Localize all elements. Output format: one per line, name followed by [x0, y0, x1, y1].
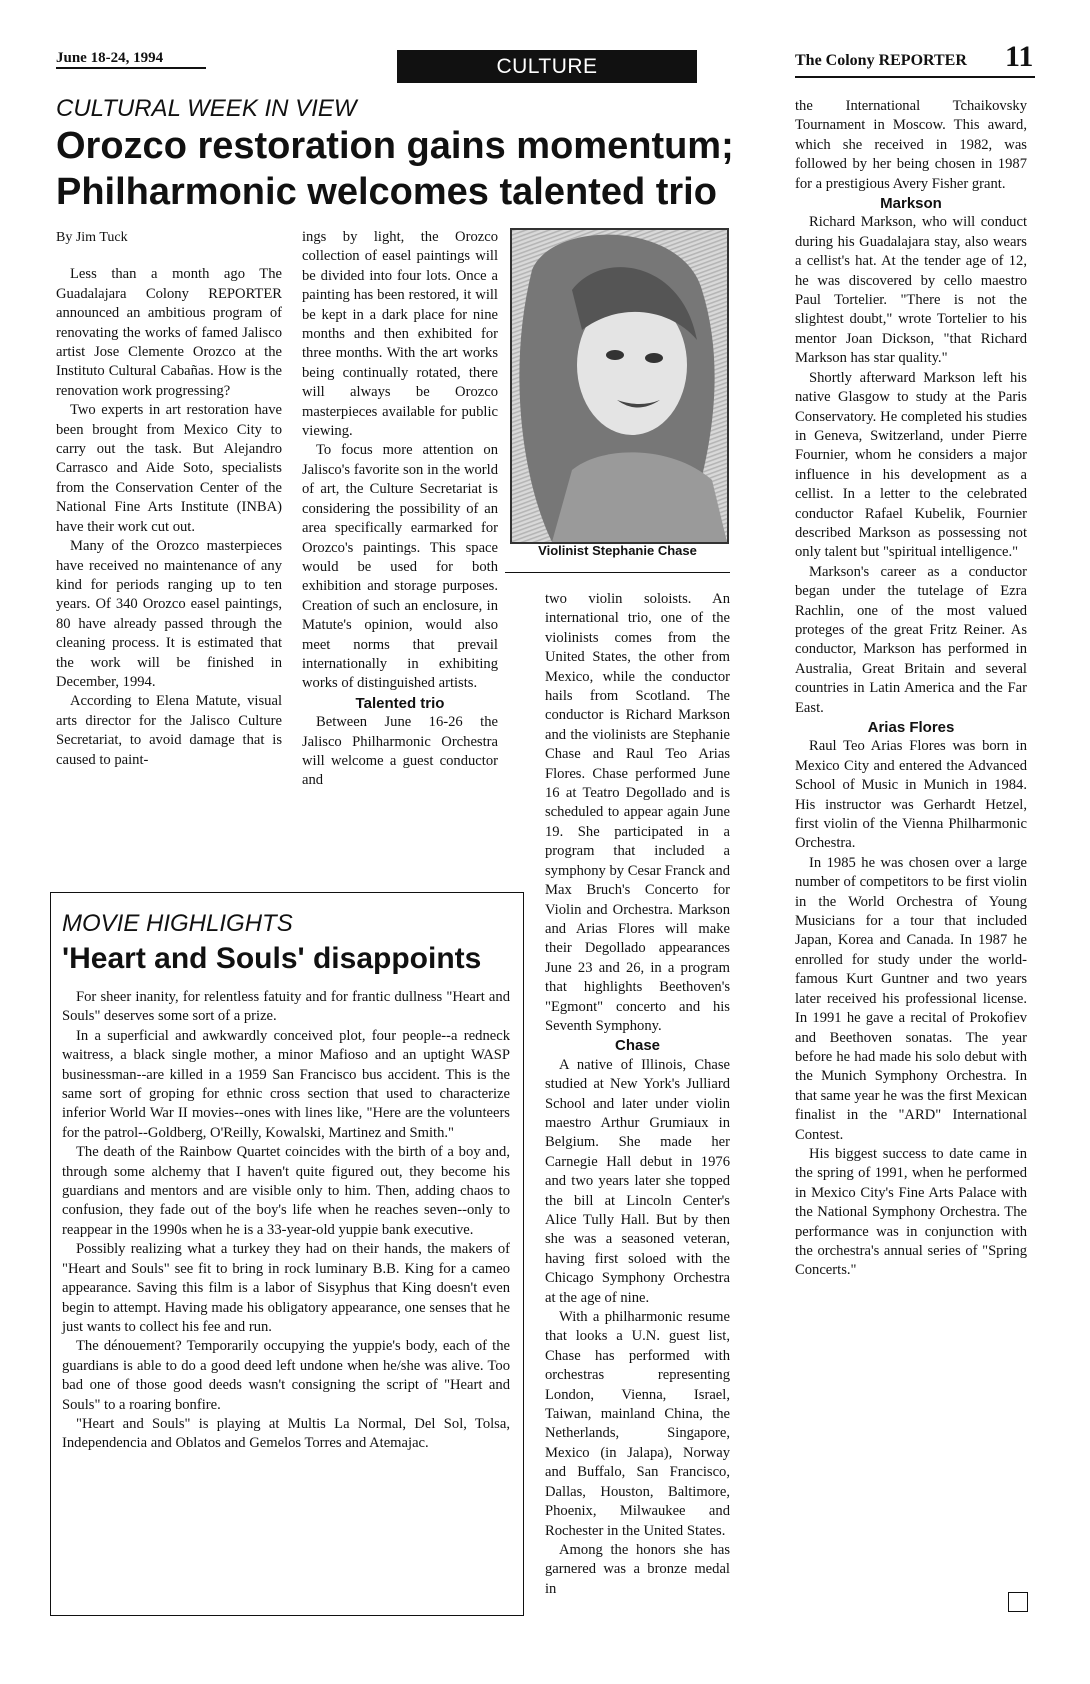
paragraph: Two experts in art restoration have been brought from Mexico City to carry out the task. But Alejandro Carrasco and Aide Soto, specialists from the Conservation Center of the National Fine Arts Institute (INBA) have their work cut out. — [56, 402, 282, 535]
subhead-arias-flores: Arias Flores — [867, 719, 955, 736]
paragraph: In 1985 he was chosen over a large number of competitors to be first violin in the World Orchestra of Young Musicians for a tour that included Japan, Korea and Canada. In 1987 he enrolled for study under the world-famous Kurt Guntner and two years later received his professional license. In 1991 he gave a recital of Prokofiev and Beethoven sonatas. The year before he had made his solo debut with the Munich Symphony Orchestra. In that same year he was the first Mexican finalist in the "ARD" International Contest. — [795, 854, 1027, 1143]
paragraph: The dénouement? Temporarily occupying the yuppie's body, each of the guardians is able to do a good deed left undone when he/she was alive. Too bad one of those good deeds wasn't consigning the script of "Heart and Souls" to a roaring bonfire. — [62, 1338, 510, 1413]
article-kicker: CULTURAL WEEK IN VIEW — [56, 95, 357, 122]
paragraph: the International Tchaikovsky Tournament in Moscow. This award, which she received in 1982, was followed by her being chosen in 1987 for a prestigious Avery Fisher grant. — [795, 98, 1027, 192]
byline: By Jim Tuck — [56, 230, 128, 245]
paragraph: The death of the Rainbow Quartet coincides with the birth of a boy and, through some alchemy that I haven't quite figured out, they become his guardians and mentors and are visible only to him. Then, adding chaos to confusion, they fade out of the boy's life when he reaches seven--only to reappear in the 1990s when he is a 33-year-old yuppie bank executive. — [62, 1144, 510, 1238]
paragraph: Richard Markson, who will conduct during his Guadalajara stay, also wears a cellist's hat. At the tender age of 12, he was discovered by cello maestro Paul Tortelier. "There is not the slightest doubt," wrote Tortelier to his mentor Joan Dickson, "that Richard Markson has star quality." — [795, 214, 1027, 367]
paragraph: With a philharmonic resume that looks a U.N. guest list, Chase has performed with orchestras representing London, Vienna, Israel, Taiwan, mainland China, the Netherlands, Singapore, Mexico (in Jalapa), Norway and Buffalo, San Francisco, Dallas, Houston, Baltimore, Phoenix, Milwaukee and Rochester in the United States. — [545, 1309, 730, 1539]
violinist-photo — [510, 228, 729, 544]
subhead-chase: Chase — [614, 1037, 661, 1055]
issue-date: June 18-24, 1994 — [56, 50, 206, 69]
page-number: 11 — [1005, 40, 1034, 73]
paragraph: Between June 16-26 the Jalisco Philharmonic Orchestra will welcome a guest conductor and — [302, 714, 498, 789]
paragraph: Raul Teo Arias Flores was born in Mexico City and entered the Advanced School of Music in Munich in 1984. His instructor was Gerhardt Hetzel, first violin of the Vienna Philharmonic Orchestra. — [795, 738, 1027, 852]
caption-rule — [505, 572, 730, 573]
movie-review-body — [62, 988, 510, 1454]
paragraph: In a superficial and awkwardly conceived plot, four people--a redneck waitress, a black single mother, a minor Mafioso and an uptight WASP businessman--are killed in a 1959 San Francisco bus accident. This is the same sort of groping for ethnic cross section that used to characterize inferior World War II movies--ones with lines like, "Here are the volunteers for the patrol--Goldberg, O'Reilly, Kowalski, Martinez and Smith." — [62, 1027, 510, 1141]
paragraph: Less than a month ago The Guadalajara Colony REPORTER announced an ambitious program of renovating the works of famed Jalisco artist Jose Clemente Orozco at the Instituto Cultural Cabañas. How is the renovation work progressing? — [56, 266, 282, 399]
section-banner: CULTURE — [397, 50, 697, 83]
paragraph: Among the honors she has garnered was a bronze medal in — [545, 1541, 730, 1597]
subhead-talented-trio: Talented trio — [355, 694, 445, 712]
paragraph: Many of the Orozco masterpieces have received no maintenance of any kind for periods ranging up to ten years. Of 340 Orozco easel paintings, 80 have already passed through the cleaning process. It is estimated that the work will be finished in December, 1994. — [56, 538, 282, 690]
photo-caption: Violinist Stephanie Chase — [538, 543, 697, 558]
paragraph: For sheer inanity, for relentless fatuity and for frantic dullness "Heart and Souls" deserves some sort of a prize. — [62, 989, 510, 1025]
paragraph: Markson's career as a conductor began under the tutelage of Ezra Rachlin, one of the most valued proteges of the great Fritz Reiner. As conductor, Markson has performed in Australia, Great Britain and several countries in Latin America and the Far East. — [795, 563, 1027, 716]
article-column-3 — [545, 590, 730, 1599]
paragraph: ings by light, the Orozco collection of easel paintings will be divided into four lots. Once a painting has been restored, it will be kept in a dark place for nine months and then exhibited for three months. With the art works being continually rotated, there will always be Orozco masterpieces available for public viewing. — [302, 229, 498, 440]
paragraph: To focus more attention on Jalisco's favorite son in the world of art, the Culture Secretariat is considering the possibility of an area specifically earmarked for Orozco's paintings. This space would be used for both exhibition and storage purposes. Creation of such an enclosure, in Matute's opinion, would also meet norms that prevail internationally in exhibiting works of distinguished artists. — [302, 442, 498, 692]
paragraph: His biggest success to date came in the spring of 1991, when he performed in Mexico City's Fine Arts Palace with the National Symphony Orchestra. The performance was in conjunction with the orchestra's annual series of "Spring Concerts." — [795, 1145, 1027, 1279]
end-mark-box — [1008, 1592, 1028, 1612]
paragraph: Shortly afterward Markson left his native Glasgow to study at the Paris Conservatory. He completed his studies in Geneva, Switzerland, under Pierre Fournier, whom he considers a major influence in his development as a cellist. In a letter to the celebrated conductor Rafael Kubelik, Fournier described Markson as possessing not only talent but "spiritual intelligence." — [795, 369, 1027, 561]
paragraph: A native of Illinois, Chase studied at New York's Julliard School and later under violin maestro Arthur Grumiaux in Belgium. She made her Carnegie Hall debut in 1976 and two years later she topped the bill at Lincoln Center's Alice Tully Hall. But by then she was a seasoned veteran, having first soloed with the Chicago Symphony Orchestra at the age of nine. — [545, 1056, 730, 1306]
paragraph: two violin soloists. An international trio, one of the violinists comes from the United States, the other from Mexico, while the conductor hails from Scotland. The conductor is Richard Markson and the violinists are Stephanie Chase and Raul Teo Arias Flores. Chase performed June 16 at Teatro Degollado and is scheduled to appear again June 19. She participated in a program that included a symphony by Cesar Franck and Max Bruch's Concerto for Violin and Orchestra. Markson and Arias Flores will make their Degollado appearances June 23 and 26, in a program that highlights Beethoven's "Egmont" concerto and his Seventh Symphony. — [545, 591, 730, 1034]
paragraph: Possibly realizing what a turkey they had on their hands, the makers of "Heart and Souls" see fit to bring in rock luminary B.B. King for a cameo appearance. Saving this film is a labor of Sisyphus that King doesn't even begin to attempt. Having made his obligatory appearance, one senses that he just wants to collect his fee and run. — [62, 1241, 510, 1335]
portrait-image — [512, 230, 727, 542]
article-column-4 — [795, 97, 1027, 1281]
article-headline: Orozco restoration gains momentum; Philharmonic welcomes talented trio — [56, 125, 734, 213]
movie-headline: 'Heart and Souls' disappoints — [62, 942, 482, 975]
article-column-2 — [302, 228, 498, 791]
movie-kicker: MOVIE HIGHLIGHTS — [62, 910, 293, 937]
article-column-1 — [56, 228, 282, 770]
paragraph: According to Elena Matute, visual arts director for the Jalisco Culture Secretariat, to avoid damage that is caused to paint- — [56, 693, 282, 768]
masthead-rule — [795, 76, 1035, 78]
newspaper-name: The Colony REPORTER — [795, 52, 967, 69]
paragraph: "Heart and Souls" is playing at Multis La Normal, Del Sol, Tolsa, Independencia and Oblatos and Gemelos Torres and Atemajac. — [62, 1415, 510, 1452]
subhead-markson: Markson — [880, 195, 942, 213]
